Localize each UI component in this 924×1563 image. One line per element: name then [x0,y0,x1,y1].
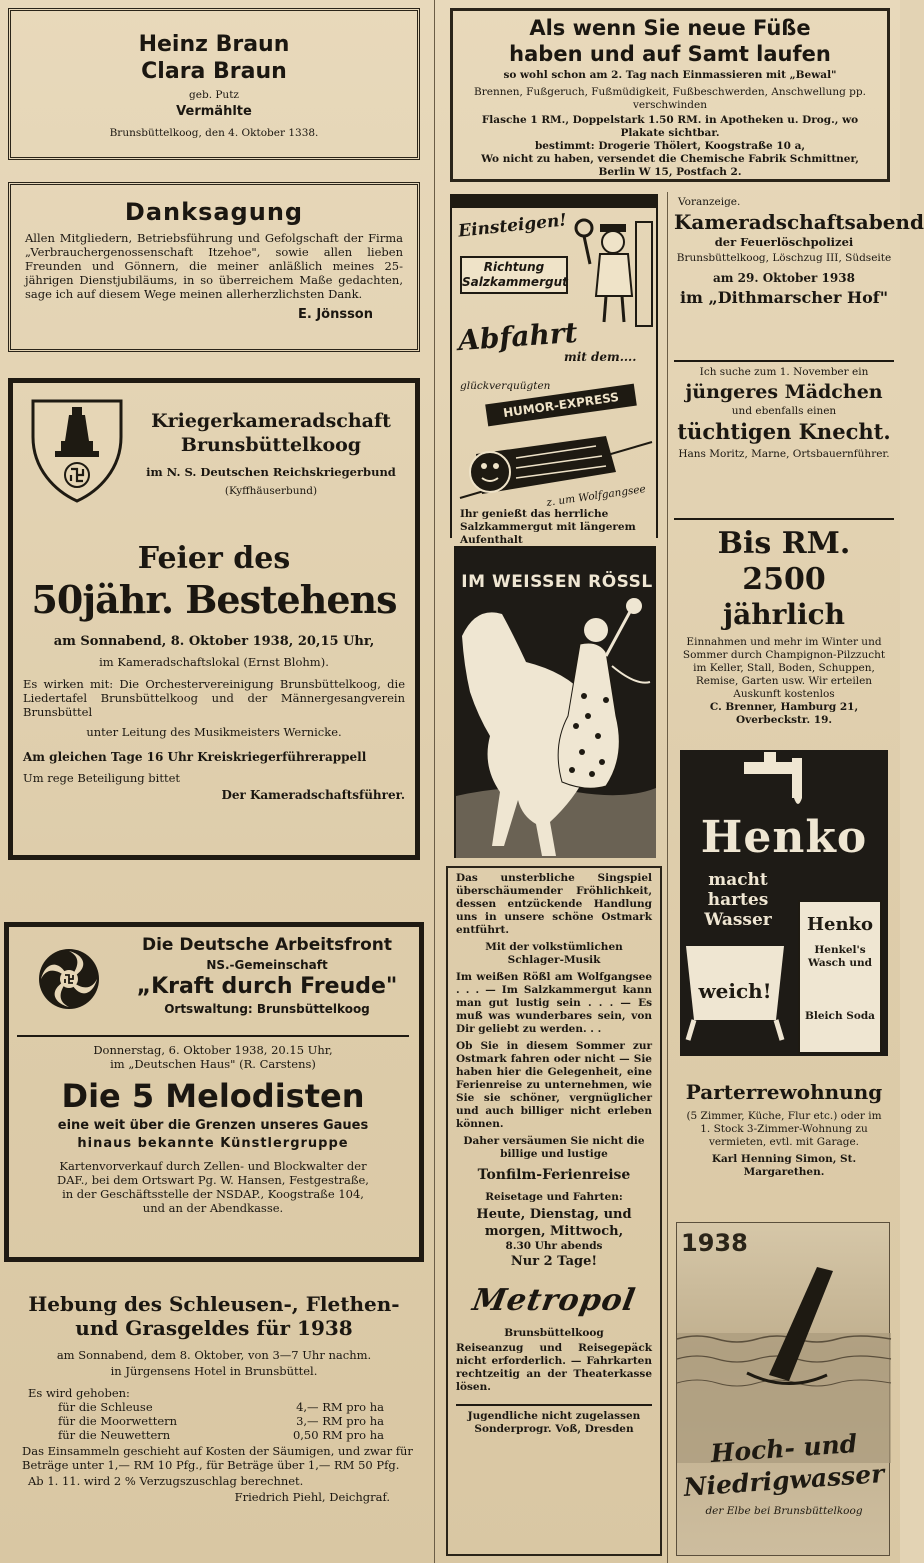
roessl-title: IM WEISSEN RÖSSL [461,572,653,592]
wohnung-signature: Karl Henning Simon, St. Margarethen. [711,1153,857,1178]
conductor-icon [570,218,654,328]
humor-caption: Ihr genießt das herrliche Salzkammergut mit längerem Aufenthalt [460,508,636,546]
groom-name: Heinz Braun [138,32,290,57]
humor-mitdem: mit dem.... [564,350,637,364]
maedchen-line2: und ebenfalls einen [731,405,837,417]
krieger-org4: (Kyffhäuserbund) [224,485,318,497]
krieger-body: Es wirken mit: Die Orchestervereinigung Brunsbüttelkoog, die Liedertafel Brunsbüttelkoog und der Männergesangverein Brunsbüttel [23,677,405,719]
hebung-rate-row [58,1428,384,1442]
henko-package: Henko Henkel's Wasch und Bleich Soda [798,900,882,1054]
wedding-place-date: Brunsbüttelkoog, den 4. Oktober 1338. [109,127,319,139]
bewal-headline2: haben und auf Samt laufen [509,42,831,66]
maedchen-big2: tüchtigen Knecht. [677,419,891,444]
hebung-surcharge: Ab 1. 11. wird 2 % Verzugszuschlag berechnet. [28,1474,304,1488]
bewal-vendor: Wo nicht zu haben, versendet die Chemische Fabrik Schmittner, Berlin W 15, Postfach 2. [481,153,859,178]
kdf-tag1: eine weit über die Grenzen unseres Gaues [57,1118,369,1133]
hebung-rate-value: 3,— RM pro ha [296,1414,384,1428]
daf-emblem-icon [33,943,105,1015]
bride-nee: geb. Putz [189,89,239,101]
kdf-ad [4,922,424,1262]
henko-slogan4: weich! [698,979,772,1003]
bewal-headline1: Als wenn Sie neue Füße [529,16,811,40]
singspiel-music: Mit der volkstümlichen Schlager-Musik [485,941,623,966]
kdf-sub: NS.-Gemeinschaft [206,958,328,972]
thanks-signature: E. Jönsson [297,307,373,322]
hebung-rate-row [58,1400,384,1414]
bewal-ad [450,8,890,182]
krieger-headline2: 50jähr. Bestehens [31,577,397,622]
singspiel-intro: Das unsterbliche Singspiel überschäumender Fröhlichkeit, dessen entzückende Handlung uns in unsere schöne Ostmark entführt. [456,872,652,936]
maedchen-big1: jüngeres Mädchen [685,381,883,403]
feuerwehr-title: Kameradschaftsabend [674,210,924,234]
humor-express-ad [450,194,658,546]
singspiel-time: 8.30 Uhr abends [505,1240,603,1252]
water-tap-icon [734,752,814,812]
bewal-shop: bestimmt: Drogerie Thölert, Koogstraße 10 a, [534,140,806,152]
pilz-title2: jährlich [722,598,846,631]
column-rule [667,192,668,1563]
hebung-rate-list [8,1400,420,1442]
krieger-org3: im N. S. Deutschen Reichskriegerbund [146,465,396,479]
wedding-status: Vermählte [176,104,252,119]
krieger-org1: Kriegerkameradschaft [151,410,391,432]
maedchen-signature: Hans Moritz, Marne, Ortsbauernführer. [678,448,890,460]
singspiel-town: Brunsbüttelkoog [504,1327,604,1339]
bride-name: Clara Braun [141,59,287,84]
singspiel-dates: Heute, Dienstag, und morgen, Mittwoch, [476,1207,632,1239]
kyffhaeuser-shield-icon [29,397,125,505]
hebung-rate-label: für die Neuwettern [58,1428,171,1442]
singspiel-youth: Jugendliche nicht zugelassen [467,1410,641,1422]
maedchen-ad [674,360,894,506]
bewal-price: Flasche 1 RM., Doppelstark 1.50 RM. in Apotheken u. Drog., wo Plakate sichtbar. [481,114,859,139]
thanks-ad [8,182,420,352]
singspiel-cta: Daher versäumen Sie nicht die billige und lustige [463,1135,645,1160]
hebung-ad [4,1288,424,1556]
horse-rider-illustration [456,596,656,858]
feuerwehr-place: Brunsbüttelkoog, Löschzug III, Südseite [676,252,892,264]
singspiel-ad [446,866,662,1556]
wedding-ad [8,8,420,160]
kdf-ortswaltung: Ortswaltung: Brunsbüttelkoog [164,1002,370,1016]
singspiel-days: Nur 2 Tage! [510,1254,598,1269]
krieger-place: im Kameradschaftslokal (Ernst Blohm). [99,655,329,669]
tide-title2: Niedrigwasser [682,1459,886,1502]
hebung-rate-label: für die Schleuse [58,1400,153,1414]
tide-title1: Hoch- und [709,1428,859,1469]
henko-brand: Henko [700,812,868,863]
thanks-body: Allen Mitgliedern, Betriebsführung und Gefolgschaft der Firma „Verbrauchergenossenschaft Itzehoe", sowie allen lieben Freunden und Gönnern, die meiner anläßlich meines 25-jährigen Dienstjubiläums, in so überreichem Maße gedachten, sage ich auf diesem Wege meinen allerherzlichsten Dank. [25,231,403,301]
hebung-date: am Sonnabend, dem 8. Oktober, von 3—7 Uhr nachm. [56,1348,372,1362]
henko-slogan2: hartes [707,890,769,910]
kdf-headline: Die 5 Melodisten [61,1077,365,1115]
singspiel-dates-label: Reisetage und Fahrten: [485,1191,623,1203]
feuerwehr-date: am 29. Oktober 1938 [713,271,855,285]
feuerwehr-pre: Voranzeige. [678,196,741,208]
kdf-tag2: hinaus bekannte Künstlergruppe [77,1136,349,1151]
feuerwehr-org: der Feuerlöschpolizei [714,235,854,249]
hebung-place: in Jürgensens Hotel in Brunsbüttel. [110,1364,318,1378]
humor-ziel: z. um Wolfgangsee [545,483,647,509]
singspiel-sonder: Sonderprogr. Voß, Dresden [474,1423,634,1435]
tide-year: 1938 [681,1229,748,1257]
krieger-request: Um rege Beteiligung bittet [23,771,180,785]
feuerwehr-ad [674,196,924,354]
hebung-title1: Hebung des Schleusen-, Flethen- [28,1292,400,1316]
hebung-rate-value: 0,50 RM pro ha [292,1428,384,1442]
kdf-place: im „Deutschen Haus" (R. Carstens) [110,1057,316,1071]
pilz-title1: Bis RM. 2500 [717,526,851,597]
hebung-rate-label: für die Moorwettern [58,1414,178,1428]
bewal-body: Brennen, Fußgeruch, Fußmüdigkeit, Fußbeschwerden, Anschwellung pp. verschwinden [474,86,866,111]
krieger-appell: Am gleichen Tage 16 Uhr Kreiskriegerführerappell [23,750,367,764]
singspiel-summer: Ob Sie in diesem Sommer zur Ostmark fahren oder nicht — Sie haben hier die Gelegenheit, eine Ferienreise zu unternehmen, wie Sie sie schöner, vergnüglicher und auch billiger nicht erleben können. [456,1040,652,1130]
bewal-sub: so wohl schon am 2. Tag nach Einmassieren mit „Bewal" [503,69,837,81]
henko-slogan1: macht [708,870,768,890]
krieger-signature: Der Kameradschaftsführer. [221,788,405,802]
thanks-title: Danksagung [124,198,304,226]
humor-train-banner: HUMOR-EXPRESS [485,384,637,427]
tide-sub: der Elbe bei Brunsbüttelkoog [705,1505,863,1517]
maedchen-line1: Ich suche zum 1. November ein [699,366,869,378]
kdf-org: Die Deutsche Arbeitsfront [141,935,392,955]
krieger-lead: unter Leitung des Musikmeisters Wernicke. [86,725,342,739]
feuerwehr-venue: im „Dithmarscher Hof" [679,288,889,307]
henko-ad [680,750,888,1056]
wohnung-ad [674,1074,894,1202]
pilz-body: Einnahmen und mehr im Winter und Sommer durch Champignon-Pilzzucht im Keller, Stall, Boden, Schuppen, Remise, Garten usw. Wir erteilen Auskunft kostenlos [682,636,886,700]
hebung-note: Das Einsammeln geschieht auf Kosten der Säumigen, und zwar für Beträge unter 1,— RM 10 Pfg., für Beträge über 1,— RM 50 Pfg. [22,1444,413,1472]
hebung-intro: Es wird gehoben: [28,1386,130,1400]
pilz-firm: C. Brenner, Hamburg 21, Overbeckstr. 19. [709,701,859,726]
humor-einsteigen: Einsteigen! [457,210,568,242]
kdf-date: Donnerstag, 6. Oktober 1938, 20.15 Uhr, [93,1043,333,1057]
metropol-logo: Metropol [469,1283,639,1318]
column-rule [434,0,435,1563]
hebung-rate-row [58,1414,384,1428]
humor-direction-sign: Richtung Salzkammergut [460,256,568,294]
singspiel-lyrics: Im weißen Rößl am Wolfgangsee . . . — Im Salzkammergut kann man gut lustig sein . . . — Es muß was wunderbares sein, von Dir geliebt zu werden. . . [456,971,652,1035]
tide-poster [676,1222,890,1556]
pilz-ad [674,518,894,726]
humor-glueck: glückverquügten [460,380,551,392]
singspiel-tonfilm: Tonfilm-Ferienreise [477,1167,631,1183]
krieger-ad [8,378,420,860]
krieger-date: am Sonnabend, 8. Oktober 1938, 20,15 Uhr, [53,634,375,649]
roessl-poster [454,546,656,858]
hebung-signature: Friedrich Piehl, Deichgraf. [234,1490,390,1504]
henko-slogan3: Wasser [704,910,772,930]
singspiel-note: Reiseanzug und Reisegepäck nicht erforderlich. — Fahrkarten rechtzeitig an der Theaterkasse lösen. [456,1342,652,1393]
krieger-headline1: Feier des [137,541,291,576]
wohnung-title: Parterrewohnung [685,1080,883,1104]
wohnung-body: (5 Zimmer, Küche, Flur etc.) oder im 1. Stock 3-Zimmer-Wohnung zu vermieten, evtl. mit Garage. [686,1110,882,1148]
kdf-title: „Kraft durch Freude" [136,974,398,999]
hebung-title2: und Grasgeldes für 1938 [75,1316,353,1340]
hebung-rate-value: 4,— RM pro ha [296,1400,384,1414]
humor-abfahrt: Abfahrt [456,315,579,358]
kdf-sales: Kartenvorverkauf durch Zellen- und Blockwalter der DAF., bei dem Ortswart Pg. W. Hansen, Festgestraße, in der Geschäftsstelle der NSDAP., Koogstraße 104, und an der Abendkasse. [57,1159,369,1215]
krieger-org2: Brunsbüttelkoog [180,434,362,456]
